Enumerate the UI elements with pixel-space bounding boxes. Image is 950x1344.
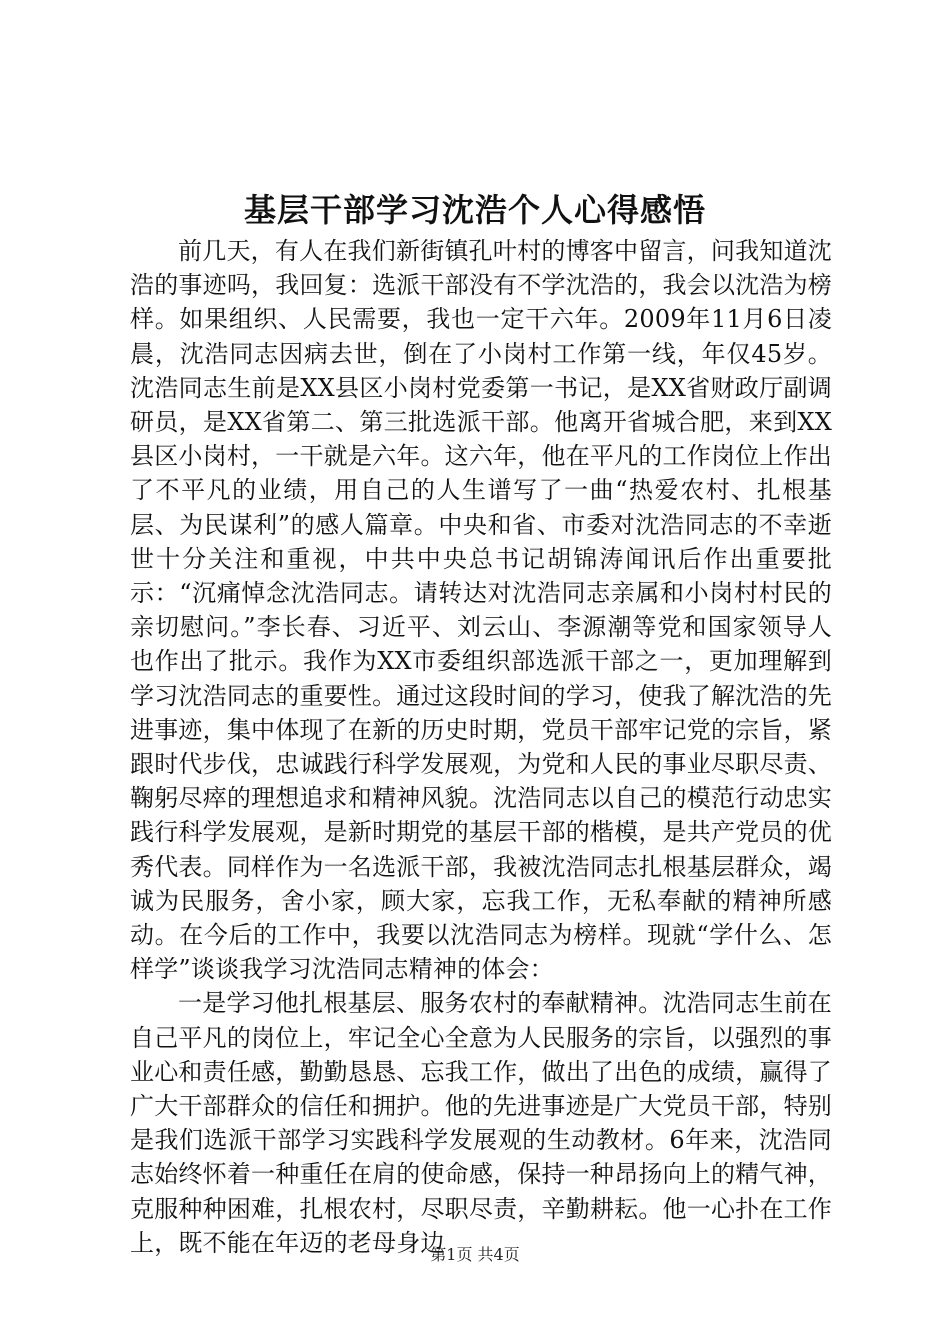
paragraph-intro: 前几天，有人在我们新街镇孔叶村的博客中留言，问我知道沈浩的事迹吗，我回复：选派干部没有不学沈浩的，我会以沈浩为榜样。如果组织、人民需要，我也一定干六年。2009年11月6日凌晨，沈浩同志因病去世，倒在了小岗村工作第一线，年仅45岁。沈浩同志生前是XX县区小岗村党委第一书记，是XX省财政厅副调研员，是XX省第二、第三批选派干部。他离开省城合肥，来到XX县区小岗村，一干就是六年。这六年，他在平凡的工作岗位上作出了不平凡的业绩，用自己的人生谱写了一曲“热爱农村、扎根基层、为民谋利”的感人篇章。中央和省、市委对沈浩同志的不幸逝世十分关注和重视，中共中央总书记胡锦涛闻讯后作出重要批示：“沉痛悼念沈浩同志。请转达对沈浩同志亲属和小岗村村民的亲切慰问。”李长春、习近平、刘云山、李源潮等党和国家领导人也作出了批示。我作为XX市委组织部选派干部之一，更加理解到学习沈浩同志的重要性。通过这段时间的学习，使我了解沈浩的先进事迹，集中体现了在新的历史时期，党员干部牢记党的宗旨，紧跟时代步伐，忠诚践行科学发展观，为党和人民的事业尽职尽责、鞠躬尽瘁的理想追求和精神风貌。沈浩同志以自己的模范行动忠实践行科学发展观，是新时期党的基层干部的楷模，是共产党员的优秀代表。同样作为一名选派干部，我被沈浩同志扎根基层群众，竭诚为民服务，舍小家，顾大家，忘我工作，无私奉献的精神所感动。在今后的工作中，我要以沈浩同志为榜样。现就“学什么、怎样学”谈谈我学习沈浩同志精神的体会： — [130, 237, 832, 984]
page-number-footer: 第1页 共4页 — [430, 1245, 520, 1264]
document-body — [130, 234, 832, 1260]
page-title: 基层干部学习沈浩个人心得感悟 — [243, 191, 706, 229]
paragraph-point-one: 一是学习他扎根基层、服务农村的奉献精神。沈浩同志生前在自己平凡的岗位上，牢记全心全意为人民服务的宗旨，以强烈的事业心和责任感，勤勤恳恳、忘我工作，做出了出色的成绩，赢得了广大干部群众的信任和拥护。他的先进事迹是广大党员干部，特别是我们选派干部学习实践科学发展观的生动教材。6年来，沈浩同志始终怀着一种重任在肩的使命感，保持一种昂扬向上的精气神，克服种种困难，扎根农村，尽职尽责，辛勤耕耘。他一心扑在工作上，既不能在年迈的老母身边 — [130, 989, 832, 1257]
